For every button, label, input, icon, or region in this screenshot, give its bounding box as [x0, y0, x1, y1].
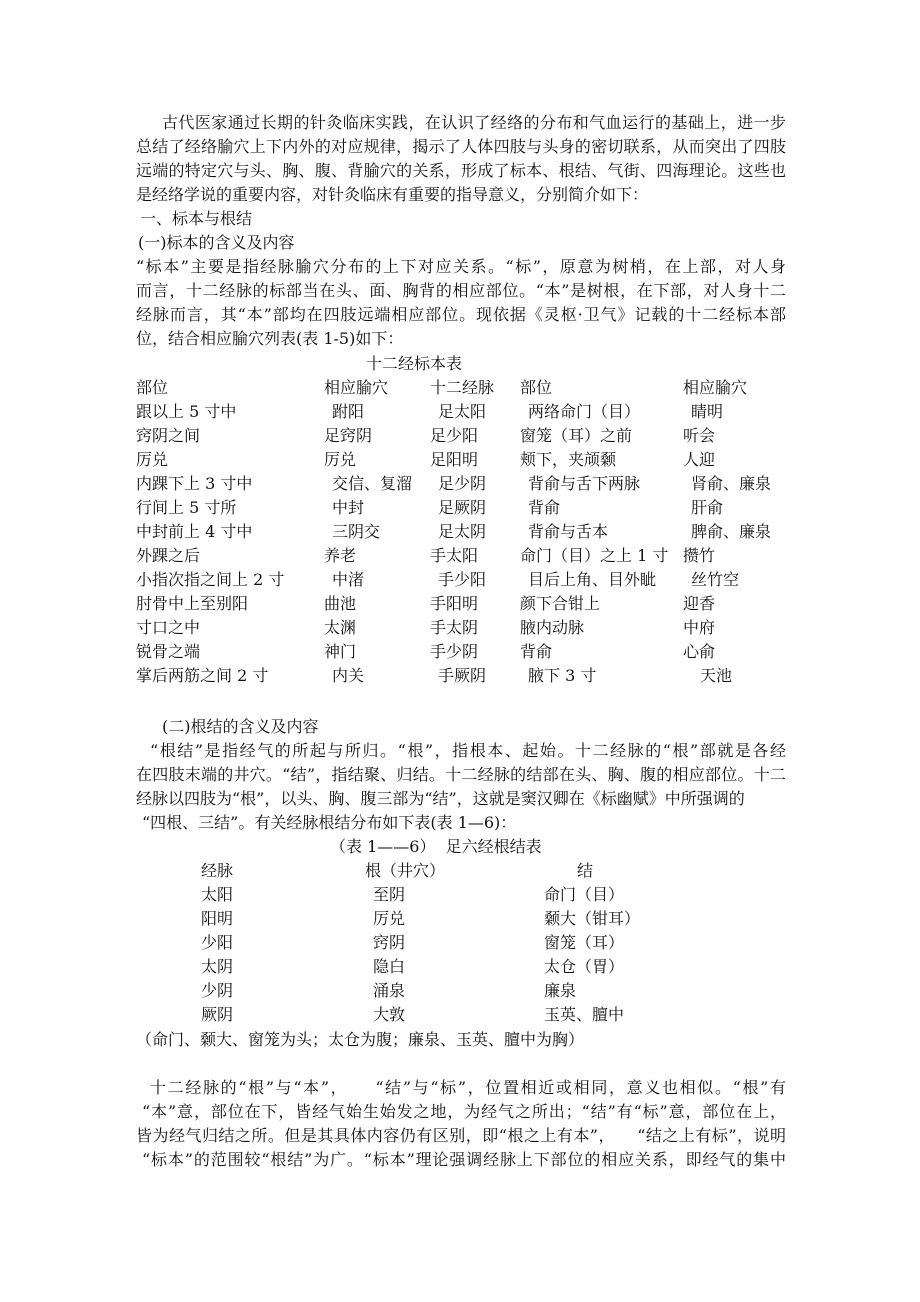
table-cell: 玉英、膻中 [544, 1005, 625, 1024]
text-line: 十二经脉的“根”与“本”， “结”与“标”，位置相近或相同，意义也相似。“根”有 [150, 1078, 786, 1097]
table-cell: 心俞 [683, 642, 716, 661]
table-cell: 内踝下上 3 寸中 [136, 474, 253, 493]
text-line: 是经络学说的重要内容，对针灸临床有重要的指导意义，分别简介如下： [136, 185, 649, 204]
table-cell: 颡大（钳耳） [544, 909, 641, 928]
table-cell: 太阴 [201, 957, 234, 976]
table-cell: 背俞与舌本 [528, 522, 609, 541]
table-cell: 至阴 [373, 885, 406, 904]
text-line: 古代医家通过长期的针灸临床实践，在认识了经络的分布和气血运行的基础上，进一步 [162, 113, 786, 132]
table-cell: 跟以上 5 寸中 [136, 402, 237, 421]
table-cell: 小指次指之间上 2 寸 [136, 570, 285, 589]
table-cell: 中渚 [332, 570, 365, 589]
table-cell: 窍阴 [373, 933, 406, 952]
text-line: 在四肢末端的井穴。“结”，指结聚、归结。十二经脉的结部在头、胸、腹的相应部位。十二 [136, 765, 786, 784]
table-cell: 腋下 3 寸 [528, 666, 597, 685]
table-cell: 窗笼（耳） [544, 933, 625, 952]
table-cell: 外踝之后 [136, 546, 201, 565]
table-header-cell: 经脉 [201, 861, 234, 880]
table-cell: 交信、复溜 [332, 474, 413, 493]
table-cell: 中府 [683, 618, 716, 637]
text-line: 皆为经气归结之所。但是其具体内容仍有区别，即“根之上有本”， “结之上有标”，说明 [136, 1126, 786, 1145]
table-cell: 窗笼（耳）之前 [520, 426, 633, 445]
table-header-cell: 十二经脉 [430, 378, 495, 397]
table-cell: 人迎 [683, 450, 716, 469]
table-cell: 厉兑 [136, 450, 169, 469]
text-line: “标本”的范围较“根结”为广。“标本”理论强调经脉上下部位的相应关系，即经气的集中 [142, 1150, 786, 1169]
table-cell: 厥阴 [201, 1005, 234, 1024]
table-cell: 命门（目）之上 1 寸 [520, 546, 669, 565]
table-cell: 足太阴 [438, 522, 487, 541]
table-cell: 手太阳 [430, 546, 479, 565]
table-cell: 廉泉 [544, 981, 577, 1000]
text-line: 总结了经络腧穴上下内外的对应规律，揭示了人体四肢与头身的密切联系，从而突出了四肢 [136, 137, 786, 156]
table-cell: 肾俞、廉泉 [691, 474, 772, 493]
table-cell: 命门（目） [544, 885, 625, 904]
table-header-cell: 结 [577, 861, 594, 880]
table-cell: 手少阳 [438, 570, 487, 589]
text-line: “四根、三结”。有关经脉根结分布如下表(表 1—6)： [142, 813, 517, 832]
table-cell: 目后上角、目外眦 [528, 570, 657, 589]
table-cell: 足窍阴 [324, 426, 373, 445]
table-cell: 太阳 [201, 885, 234, 904]
table-cell: 腋内动脉 [520, 618, 585, 637]
table-cell: 背俞 [528, 498, 561, 517]
table1-title: 十二经标本表 [366, 354, 463, 373]
text-line: 远端的特定穴与头、胸、腹、背腧穴的关系，形成了标本、根结、气街、四海理论。这些也 [136, 161, 786, 180]
table-cell: 锐骨之端 [136, 642, 201, 661]
text-line: 而言，十二经脉的标部当在头、面、胸背的相应部位。“本”是树根，在下部，对人身十二 [136, 281, 786, 300]
table-cell: 颊下，夹颃颡 [520, 450, 617, 469]
table-cell: 足阳明 [430, 450, 479, 469]
table-cell: 少阴 [201, 981, 234, 1000]
text-line: “根结”是指经气的所起与所归。“根”，指根本、起始。十二经脉的“根”部就是各经 [150, 741, 786, 760]
table-cell: 厉兑 [324, 450, 357, 469]
table-header-cell: 相应腧穴 [324, 378, 389, 397]
table-cell: 手阳明 [430, 594, 479, 613]
table-cell: 少阳 [201, 933, 234, 952]
table-cell: 肘骨中上至别阳 [136, 594, 249, 613]
table-cell: 阳明 [201, 909, 234, 928]
table-cell: 神门 [324, 642, 357, 661]
table-cell: 养老 [324, 546, 357, 565]
text-line: 经脉以四肢为“根”，以头、胸、腹三部为“结”，这就是窦汉卿在《标幽赋》中所强调的 [136, 789, 745, 808]
table2-note: （命门、颡大、窗笼为头；太仓为腹；廉泉、玉英、膻中为胸） [136, 1030, 585, 1049]
table2-title: （表 1——6） 足六经根结表 [330, 837, 542, 856]
table-cell: 大敦 [373, 1005, 406, 1024]
table-cell: 跗阳 [332, 402, 365, 421]
section-heading: 一、标本与根结 [140, 209, 253, 228]
table-cell: 攒竹 [683, 546, 716, 565]
table-cell: 听会 [683, 426, 716, 445]
subsection-heading-2: (二)根结的含义及内容 [162, 717, 319, 736]
text-line: “本”意，部位在下，皆经气始生始发之地，为经气之所出；“结”有“标”意，部位在上， [142, 1102, 786, 1121]
table-cell: 背俞与舌下两脉 [528, 474, 641, 493]
table-cell: 颜下合钳上 [520, 594, 601, 613]
table-cell: 丝竹空 [691, 570, 740, 589]
table-cell: 手厥阴 [438, 666, 487, 685]
table-header-cell: 部位 [520, 378, 553, 397]
table-cell: 中封前上 4 寸中 [136, 522, 253, 541]
table-cell: 隐白 [373, 957, 406, 976]
table-cell: 掌后两筋之间 2 寸 [136, 666, 269, 685]
text-line: 位，结合相应腧穴列表(表 1-5)如下： [136, 329, 404, 348]
table-header-cell: 部位 [136, 378, 169, 397]
table-cell: 太仓（胃） [544, 957, 625, 976]
table-cell: 涌泉 [373, 981, 406, 1000]
table-cell: 手太阴 [430, 618, 479, 637]
table-cell: 睛明 [691, 402, 724, 421]
table-cell: 手少阴 [430, 642, 479, 661]
table-cell: 肝俞 [691, 498, 724, 517]
table-header-cell: 根（井穴） [365, 861, 446, 880]
table-cell: 中封 [332, 498, 365, 517]
table-cell: 背俞 [520, 642, 553, 661]
table-cell: 足厥阴 [438, 498, 487, 517]
table-cell: 天池 [700, 666, 733, 685]
table-cell: 脾俞、廉泉 [691, 522, 772, 541]
subsection-heading-1: (一)标本的含义及内容 [138, 233, 295, 252]
table-cell: 足少阴 [438, 474, 487, 493]
table-cell: 太渊 [324, 618, 357, 637]
table-cell: 迎香 [683, 594, 716, 613]
text-line: “标本”主要是指经脉腧穴分布的上下对应关系。“标”，原意为树梢，在上部，对人身 [136, 257, 786, 276]
table-cell: 足太阳 [438, 402, 487, 421]
table-cell: 厉兑 [373, 909, 406, 928]
table-cell: 两络命门（目） [528, 402, 641, 421]
table-cell: 行间上 5 寸所 [136, 498, 237, 517]
table-cell: 窍阴之间 [136, 426, 201, 445]
table-cell: 内关 [332, 666, 365, 685]
table-cell: 寸口之中 [136, 618, 201, 637]
table-cell: 三阴交 [332, 522, 381, 541]
table-cell: 曲池 [324, 594, 357, 613]
table-header-cell: 相应腧穴 [683, 378, 748, 397]
table-cell: 足少阳 [430, 426, 479, 445]
text-line: 经脉而言，其“本”部均在四肢远端相应部位。现依据《灵枢·卫气》记载的十二经标本部 [136, 305, 786, 324]
